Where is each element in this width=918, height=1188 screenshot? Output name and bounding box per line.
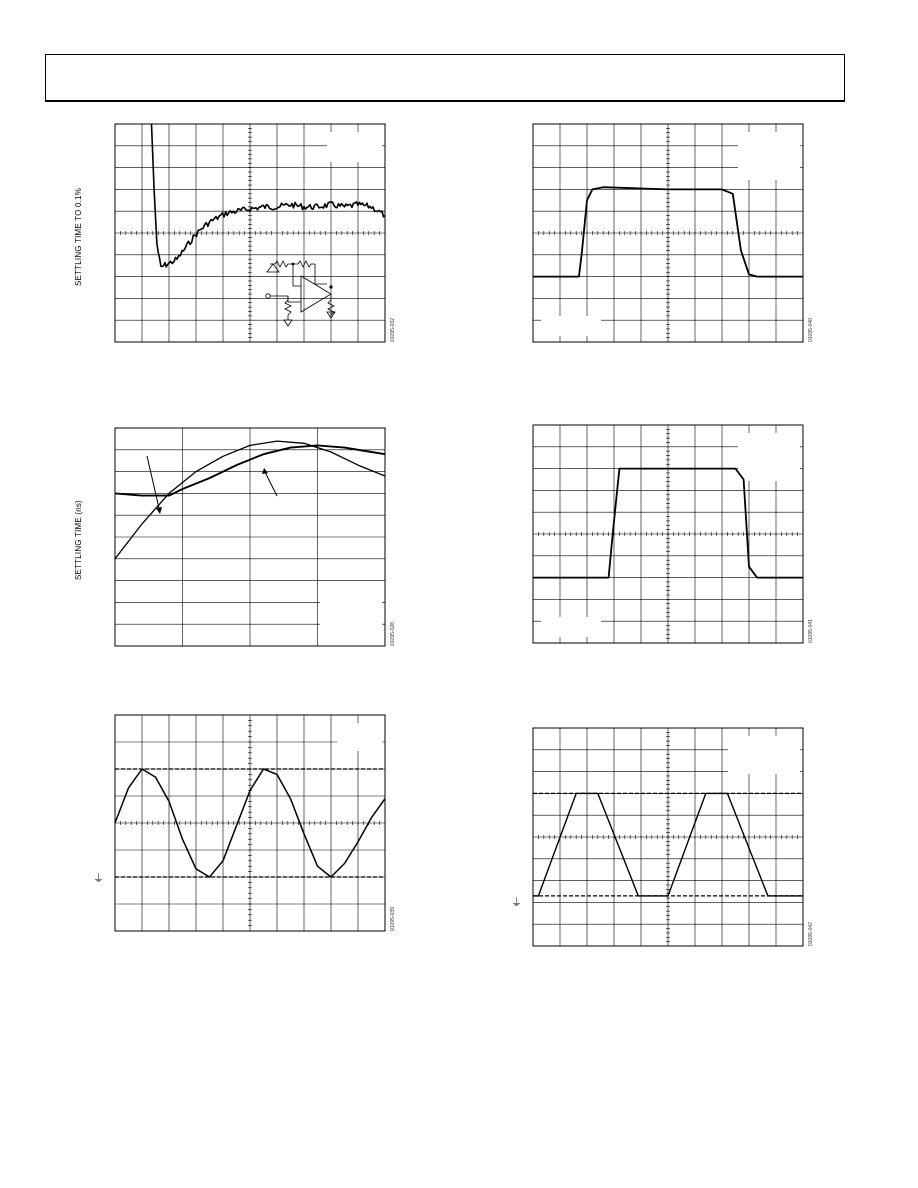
figure-id: 01095-032 xyxy=(390,318,396,342)
pointer-arrow xyxy=(147,456,159,508)
chart-settling-time-0p1 xyxy=(115,124,385,342)
y-axis-label: SETTLING TIME TO 0.1% xyxy=(74,187,83,286)
wire xyxy=(293,264,301,286)
pointer-arrow xyxy=(265,472,277,496)
chart-trapezoid-scope xyxy=(533,728,803,946)
resistor-icon xyxy=(270,261,293,267)
test-circuit-schematic xyxy=(266,261,335,326)
wire xyxy=(270,296,301,302)
readout-box xyxy=(541,617,601,637)
figure-id: 01095-042 xyxy=(808,922,814,946)
readout-box xyxy=(337,723,382,751)
ground-marker-icon: ⏚ xyxy=(511,897,522,909)
wire xyxy=(315,264,327,284)
ground-marker-icon: ⏚ xyxy=(93,873,104,885)
chart-svg xyxy=(533,425,803,643)
y-axis-label: SETTLING TIME (ns) xyxy=(74,500,83,580)
ground-icon xyxy=(284,320,292,326)
page-header-frame xyxy=(45,54,845,102)
chart-svg xyxy=(115,715,385,931)
pointer-arrowhead xyxy=(262,468,268,474)
figure-id: 01095-040 xyxy=(808,318,814,342)
chart-svg xyxy=(115,124,385,342)
chart-svg xyxy=(115,428,385,646)
figure-id: 01095-041 xyxy=(808,619,814,643)
readout-box xyxy=(541,316,601,336)
output-node xyxy=(329,285,332,288)
readout-box xyxy=(327,132,382,162)
figure-id: 01095-039 xyxy=(390,907,396,931)
readout-box xyxy=(728,736,800,774)
pointer-arrowhead xyxy=(156,507,162,514)
chart-sine-scope xyxy=(115,715,385,931)
junction-node xyxy=(292,263,295,266)
op-amp-icon xyxy=(301,276,331,312)
readout-box xyxy=(738,132,800,180)
chart-pulse-scope-2 xyxy=(533,425,803,643)
chart-svg xyxy=(533,728,803,946)
chart-pulse-scope-1 xyxy=(533,124,803,342)
chart-settling-time-ns xyxy=(115,428,385,646)
chart-svg xyxy=(533,124,803,342)
figure-id: 01095-028 xyxy=(390,622,396,646)
resistor-icon xyxy=(285,296,291,320)
readout-box xyxy=(738,433,800,481)
readout-box xyxy=(320,598,382,636)
input-terminal-icon xyxy=(266,294,270,298)
